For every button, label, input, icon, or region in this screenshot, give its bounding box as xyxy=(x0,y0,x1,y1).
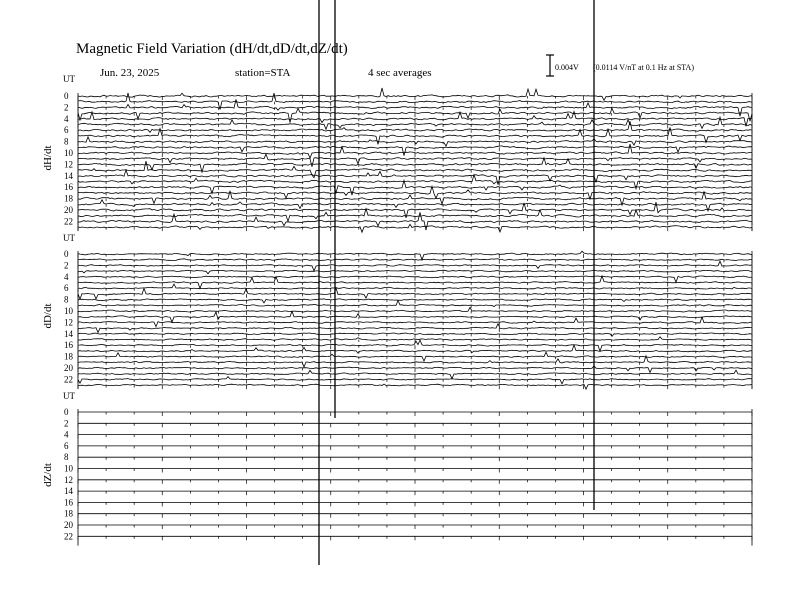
hour-tick-label: 10 xyxy=(64,463,73,474)
hour-tick-label: 6 xyxy=(64,440,69,451)
hour-tick-label: 16 xyxy=(64,340,73,351)
hour-tick-label: 22 xyxy=(64,374,73,385)
hour-tick-label: 22 xyxy=(64,216,73,227)
panel-1 xyxy=(42,74,752,232)
scale-note: (0.0114 V/nT at 0.1 Hz at STA) xyxy=(593,63,694,72)
hour-tick-label: 20 xyxy=(64,205,73,215)
panels xyxy=(42,74,752,546)
hour-tick-label: 12 xyxy=(64,474,73,485)
hour-tick-label: 0 xyxy=(64,91,69,101)
hour-tick-label: 18 xyxy=(64,508,73,519)
hour-tick-label: 12 xyxy=(64,159,73,170)
hour-tick-label: 14 xyxy=(64,486,73,497)
panel-ylabel: dD/dt xyxy=(42,303,54,329)
ut-label: UT xyxy=(63,74,75,84)
hour-tick-label: 18 xyxy=(64,351,73,362)
hour-tick-label: 20 xyxy=(64,520,73,530)
hour-tick-label: 0 xyxy=(64,249,69,259)
hour-tick-label: 4 xyxy=(64,429,69,440)
hour-tick-label: 2 xyxy=(64,102,69,113)
hour-tick-label: 16 xyxy=(64,182,73,193)
hour-tick-label: 12 xyxy=(64,317,73,328)
hour-tick-label: 20 xyxy=(64,363,73,373)
panel-3 xyxy=(42,391,752,546)
hour-tick-label: 0 xyxy=(64,407,69,417)
averaging-label: 4 sec averages xyxy=(368,67,432,79)
hour-tick-label: 8 xyxy=(64,136,69,147)
ut-label: UT xyxy=(63,391,75,401)
date-label: Jun. 23, 2025 xyxy=(100,67,160,79)
hour-tick-label: 4 xyxy=(64,271,69,282)
chart-title: Magnetic Field Variation (dH/dt,dD/dt,dZ/dt) xyxy=(76,41,348,57)
ut-label: UT xyxy=(63,233,75,243)
scale-bar xyxy=(546,55,554,76)
panel-ylabel: dH/dt xyxy=(42,145,54,171)
hour-tick-label: 6 xyxy=(64,125,69,136)
hour-tick-label: 10 xyxy=(64,148,73,158)
hour-tick-label: 8 xyxy=(64,452,69,463)
hour-tick-label: 14 xyxy=(64,170,73,181)
hour-tick-label: 18 xyxy=(64,193,73,204)
panel-ylabel: dZ/dt xyxy=(42,463,54,487)
hour-tick-label: 2 xyxy=(64,260,69,271)
hour-tick-label: 4 xyxy=(64,113,69,124)
hour-tick-label: 6 xyxy=(64,283,69,294)
hour-tick-label: 2 xyxy=(64,418,69,429)
hour-tick-label: 14 xyxy=(64,328,73,339)
scale-value: 0.004V xyxy=(555,63,579,72)
hour-tick-label: 22 xyxy=(64,531,73,542)
station-label: station=STA xyxy=(235,67,291,79)
panel-2 xyxy=(42,233,752,389)
hour-tick-label: 10 xyxy=(64,306,73,316)
hour-tick-label: 16 xyxy=(64,497,73,508)
hour-tick-label: 8 xyxy=(64,294,69,305)
